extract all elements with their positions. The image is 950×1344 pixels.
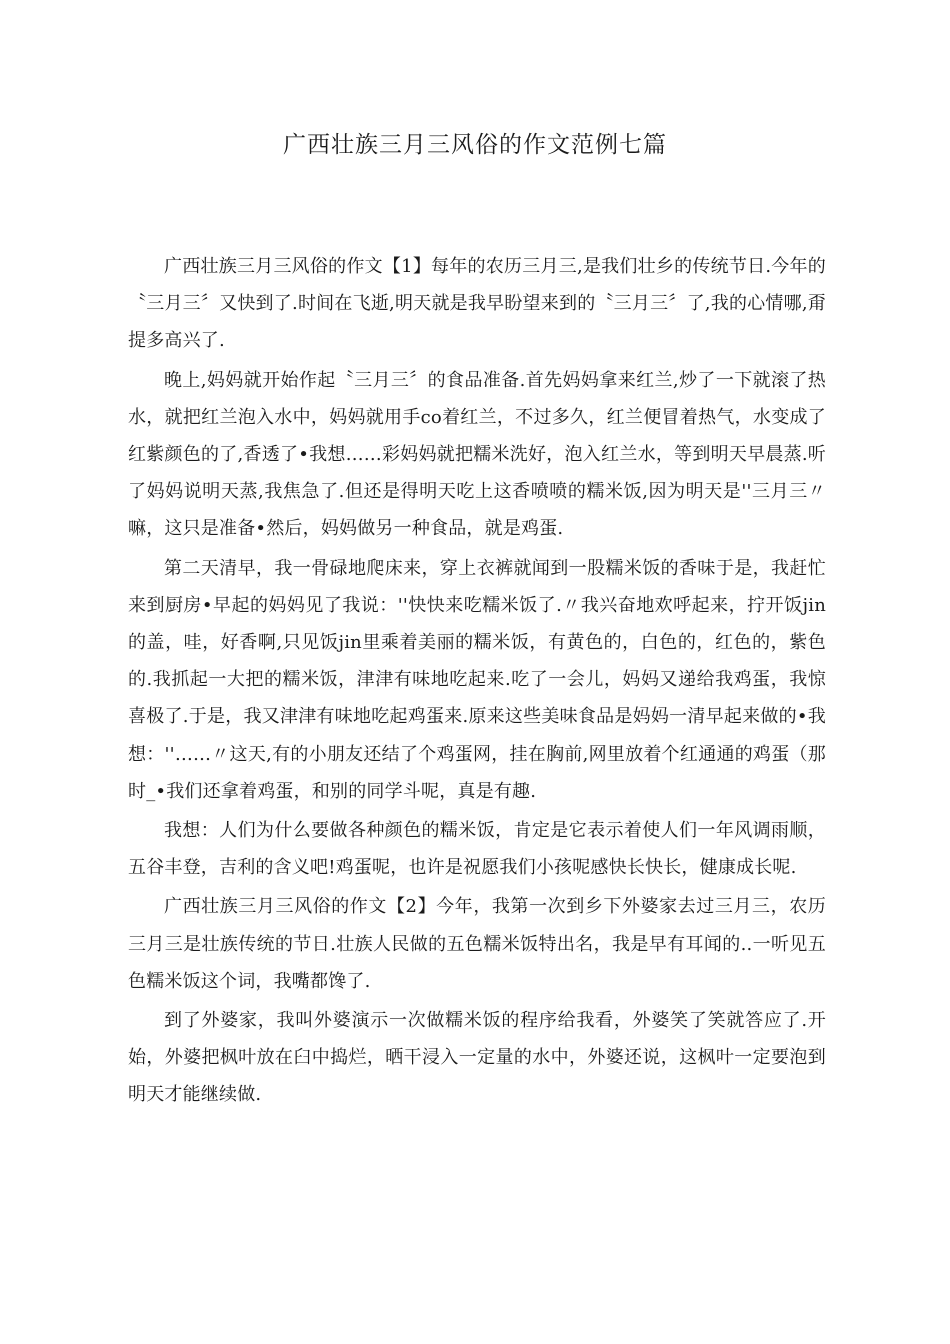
paragraph-6: 到了外婆家，我叫外婆演示一次做糯米饭的程序给我看，外婆笑了笑就答应了.开始，外婆把枫叶放在臼中捣烂，晒干浸入一定量的水中，外婆还说，这枫叶一定要泡到明天才能继续做. — [128, 1010, 826, 1106]
paragraph-1: 广西壮族三月三风俗的作文【1】每年的农历三月三,是我们壮乡的传统节日.今年的〝三月三〞又快到了.时间在飞逝,明天就是我早盼望来到的〝三月三〞了,我的心情哪,甭提多高兴了. — [128, 256, 826, 352]
paragraph-4: 我想：人们为什么要做各种颜色的糯米饭，肯定是它表示着使人们一年风调雨顺，五谷丰登，吉利的含义吧!鸡蛋呢，也许是祝愿我们小孩呢感快长快长，健康成长呢. — [128, 820, 826, 879]
paragraph-5: 广西壮族三月三风俗的作文【2】今年，我第一次到乡下外婆家去过三月三，农历三月三是壮族传统的节日.壮族人民做的五色糯米饭特出名，我是早有耳闻的..一听见五色糯米饭这个词，我嘴都馋了. — [128, 896, 826, 992]
document-body — [128, 248, 826, 1116]
paragraph-3: 第二天清早，我一骨碌地爬床来，穿上衣裤就闻到一股糯米饭的香味于是，我赶忙来到厨房•早起的妈妈见了我说：''快快来吃糯米饭了.〃我兴奋地欢呼起来，拧开饭jin的盖，哇，好香啊,只见饭jin里乘着美丽的糯米饭，有黄色的，白色的，红色的，紫色的.我抓起一大把的糯米饭，津津有味地吃起来.吃了一会儿，妈妈又递给我鸡蛋，我惊喜极了.于是，我又津津有味地吃起鸡蛋来.原来这些美味食品是妈妈一清早起来做的•我想：''……〃这天,有的小朋友还结了个鸡蛋网，挂在胸前,网里放着个红通通的鸡蛋（那时_•我们还拿着鸡蛋，和别的同学斗呢，真是有趣. — [128, 557, 826, 802]
paragraph-2: 晚上,妈妈就开始作起〝三月三〞的食品准备.首先妈妈拿来红兰,炒了一下就滚了热水，就把红兰泡入水中，妈妈就用手co着红兰，不过多久，红兰便冒着热气，水变成了红紫颜色的了,香透了•我想……彩妈妈就把糯米洗好，泡入红兰水，等到明天早晨蒸.听了妈妈说明天蒸,我焦急了.但还是得明天吃上这香喷喷的糯米饭,因为明天是''三月三〃嘛，这只是准备•然后，妈妈做另一种食品，就是鸡蛋. — [128, 369, 826, 540]
document-title: 广西壮族三月三风俗的作文范例七篇 — [283, 132, 667, 158]
